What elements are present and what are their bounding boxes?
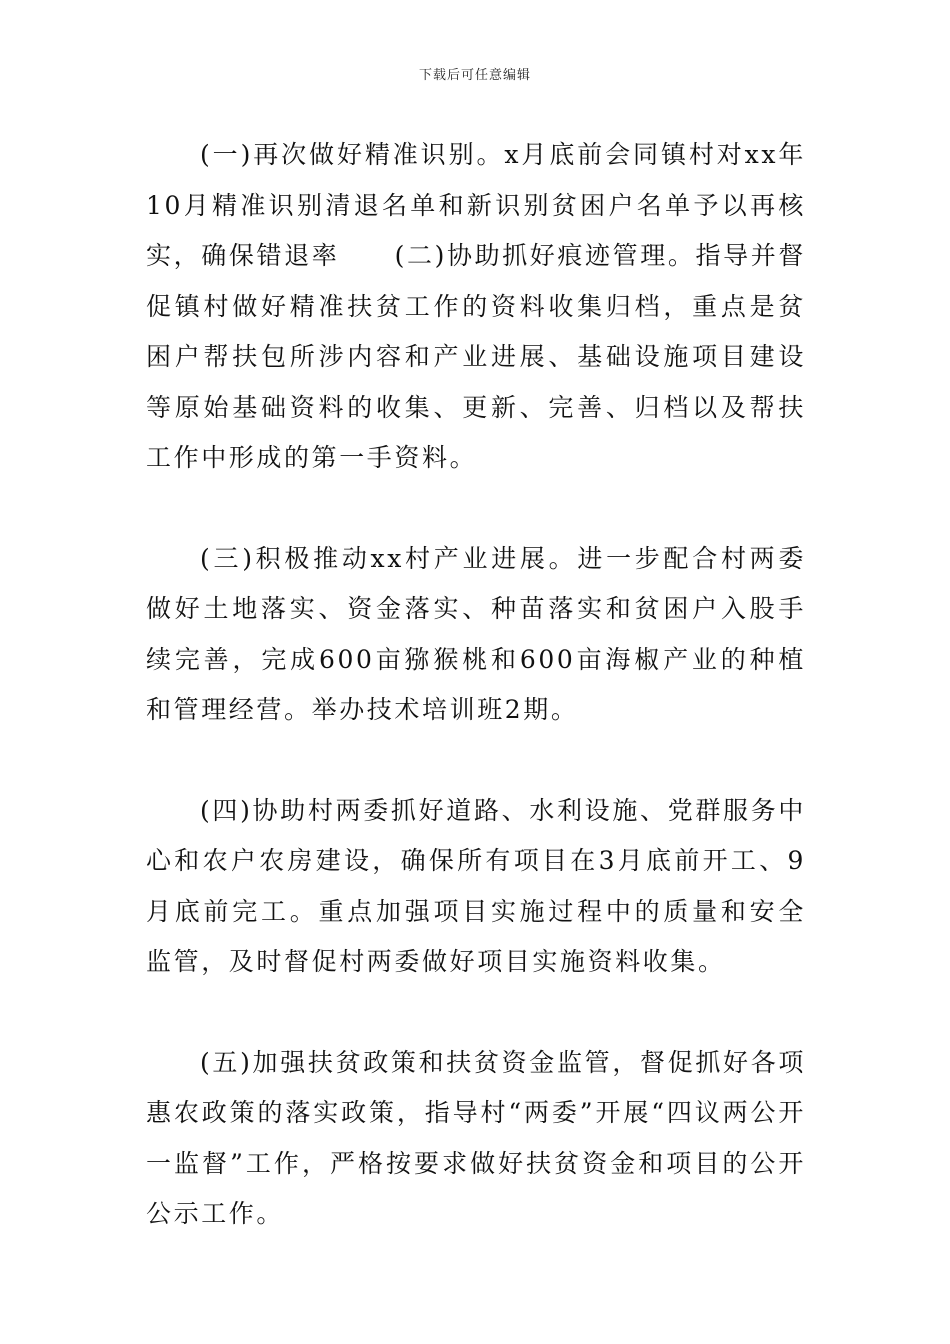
paragraph-infrastructure: (四)协助村两委抓好道路、水利设施、党群服务中心和农户农房建设，确保所有项目在3月底前开工、9月底前完工。重点加强项目实施过程中的质量和安全监管，及时督促村两委做好项目实施资料收集。: [146, 795, 806, 976]
paragraph-funds-supervision: (五)加强扶贫政策和扶贫资金监管，督促抓好各项惠农政策的落实政策，指导村“两委”开展“四议两公开一监督”工作，严格按要求做好扶贫资金和项目的公开公示工作。: [146, 1047, 806, 1228]
page-header: 下载后可任意编辑: [418, 68, 531, 83]
paragraph-industry-development: (三)积极推动xx村产业进展。进一步配合村两委做好土地落实、资金落实、种苗落实和贫困户入股手续完善，完成600亩猕猴桃和600亩海椒产业的种植和管理经营。举办技术培训班2期。: [146, 543, 806, 724]
paragraph-precise-identification: (一)再次做好精准识别。x月底前会同镇村对xx年10月精准识别清退名单和新识别贫困户名单予以再核实，确保错退率 (二)协助抓好痕迹管理。指导并督促镇村做好精准扶贫工作的资料收集归档，重点是贫困户帮扶包所涉内容和产业进展、基础设施项目建设等原始基础资料的收集、更新、完善、归档以及帮扶工作中形成的第一手资料。: [146, 140, 806, 472]
document-body: [146, 130, 806, 1240]
